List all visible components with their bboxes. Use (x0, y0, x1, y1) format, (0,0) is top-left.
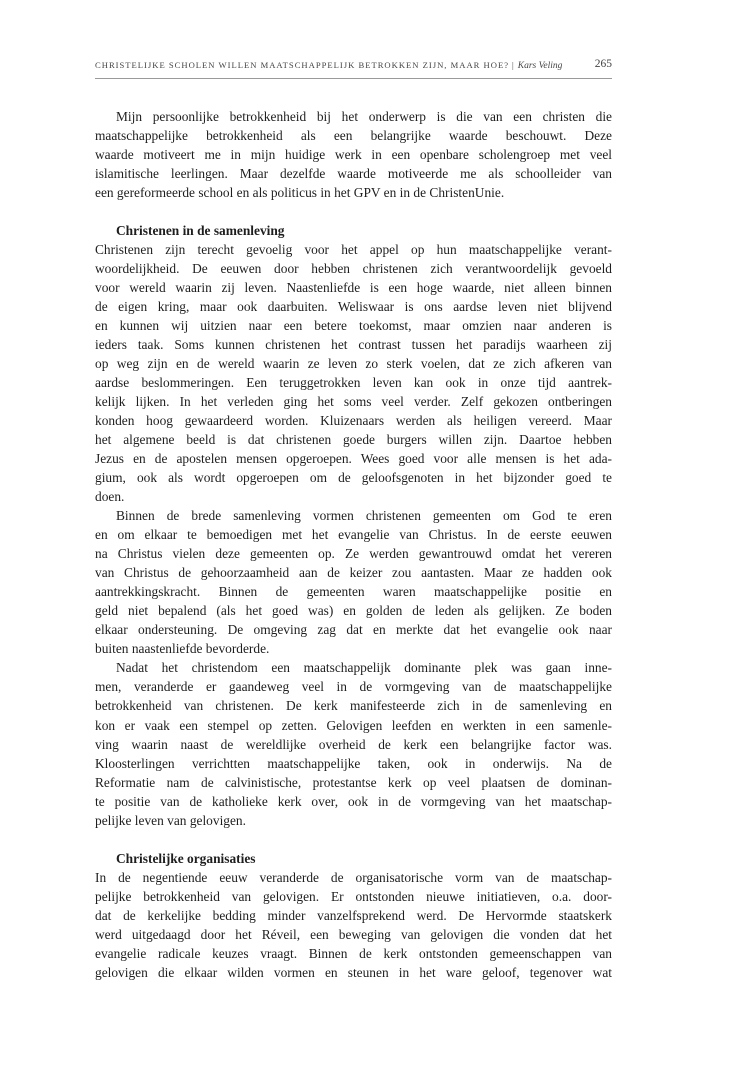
text-line: Kloosterlingen verrichtten maatschappelijke taken, ook in onderwijs. Na de (95, 755, 612, 771)
text-line: pelijke leven van gelovigen. (95, 812, 246, 828)
paragraph (95, 506, 612, 658)
text-line: Jezus en de apostelen mensen opgeroepen. Wees goed voor alle mensen is het ada- (95, 451, 612, 467)
text-line: buiten naastenliefde bevorderde. (95, 641, 270, 657)
paragraph-intro (95, 107, 612, 202)
text-line: Binnen de brede samenleving vormen christenen gemeenten om God te eren (116, 508, 612, 524)
text-line: betrokkenheid van christenen. De kerk manifesteerde zich in de samenleving en (95, 698, 612, 714)
text-line: een gereformeerde school en als politicus in het GPV en in de ChristenUnie. (95, 185, 505, 201)
text-line: waarde motiveert me in mijn huidige werk in een openbare scholengroep met veel (95, 147, 612, 163)
text-line: pelijke betrokkenheid van gelovigen. Er ontstonden nieuwe initiatieven, o.a. door- (95, 888, 612, 904)
text-line: en kunnen wij uitzien naar een betere toekomst, maar omzien naar anderen is (95, 318, 612, 334)
chapter-title: CHRISTELIJKE SCHOLEN WILLEN MAATSCHAPPELIJK BETROKKEN ZIJN, MAAR HOE? (95, 60, 510, 70)
text-line: In de negentiende eeuw veranderde de organisatorische vorm van de maatschap- (95, 869, 612, 885)
running-header (95, 58, 612, 79)
text-line: doen. (95, 489, 125, 505)
text-line: islamitische leerlingen. Maar dezelfde waarde motiveerde me als schoolleider van (95, 166, 612, 182)
running-title (95, 60, 562, 71)
text-line: van Christus de gehoorzaamheid aan de keizer zou aantasten. Maar ze hadden ook (95, 565, 612, 581)
text-line: voor wereld waarin zij leven. Naastenliefde is een hoge waarde, niet alleen binnen (95, 280, 612, 296)
text-line: de eigen kring, maar ook daarbuiten. Weliswaar is ons aardse leven niet blijvend (95, 299, 612, 315)
text-line: ieders taak. Soms kunnen christenen het contrast tussen het paradijs waarheen zij (95, 337, 612, 353)
page-number: 265 (594, 58, 612, 70)
text-line: werd uitgedaagd door het Réveil, een beweging van gelovigen die vonden dat het (95, 926, 612, 942)
text-line: kon er vaak een stempel op zetten. Gelovigen leefden en werkten in een samenle- (95, 717, 612, 733)
text-line: na Christus vielen deze gemeenten op. Ze werden gewantrouwd omdat het vereren (95, 546, 612, 562)
text-line: ving waarin naast de wereldlijke overheid de kerk een belangrijke factor was. (95, 736, 612, 752)
text-line: Reformatie nam de calvinistische, protestantse kerk op veel plaatsen de dominan- (95, 774, 612, 790)
section-heading: Christenen in de samenleving (116, 223, 285, 239)
text-line: evangelie radicale keuzes vraagt. Binnen de kerk ontstonden gemeenschappen van (95, 945, 612, 961)
paragraph (95, 240, 612, 506)
text-line: elkaar ondersteuning. De omgeving zag dat en merkte dat het evangelie ook naar (95, 622, 612, 638)
text-line: maatschappelijke betrokkenheid als een belangrijke waarde beschouwt. Deze (95, 128, 612, 144)
paragraph (95, 658, 612, 829)
text-line: Christenen zijn terecht gevoelig voor het appel op hun maatschappelijke verant- (95, 242, 612, 258)
text-line: op weg zijn en de wereld waarin ze leven zo sterk voelen, dat ze zich afkeren van (95, 356, 612, 372)
header-separator: | (512, 60, 515, 70)
text-line: het algemene beeld is dat christenen goede burgers willen zijn. Daartoe hebben (95, 432, 612, 448)
text-line: Mijn persoonlijke betrokkenheid bij het onderwerp is die van een christen die (116, 109, 612, 124)
section-heading: Christelijke organisaties (116, 850, 256, 866)
text-line: gium, ook als wordt opgeroepen om de geloofsgenoten in het bijzonder goed te (95, 470, 612, 486)
text-line: gelovigen die elkaar wilden vormen en steunen in het ware geloof, tegenover wat (95, 964, 612, 980)
section-gap (95, 830, 612, 849)
section-gap (95, 202, 612, 221)
text-line: te positie van de katholieke kerk over, ook in de vormgeving van het maatschap- (95, 793, 612, 809)
text-line: geld niet bepalend (als het goed was) en golden de leden als gelijken. Ze boden (95, 603, 612, 619)
text-line: men, veranderde er gaandeweg veel in de vormgeving van de maatschappelijke (95, 679, 612, 695)
text-line: dat de kerkelijke bedding minder vanzelfsprekend werd. De Hervormde staatskerk (95, 907, 612, 923)
text-line: Nadat het christendom een maatschappelijk dominante plek was gaan inne- (116, 660, 612, 676)
text-line: aantrekkingskracht. Binnen de gemeenten waren maatschappelijke positie en (95, 584, 612, 600)
text-line: aardse beslommeringen. Een teruggetrokken leven kan ook in onze tijd aantrek- (95, 375, 612, 391)
text-line: konden hoog gewaardeerd worden. Kluizenaars werden als heiligen vereerd. Maar (95, 413, 612, 429)
text-line: woordelijkheid. De eeuwen door hebben christenen zich verantwoordelijk gevoeld (95, 261, 612, 277)
paragraph (95, 868, 612, 982)
text-line: en om elkaar te bemoedigen met het evangelie van Christus. In de eerste eeuwen (95, 527, 612, 543)
author-name: Kars Veling (517, 61, 563, 71)
text-line: kelijk lijken. In het verleden ging het soms veel verder. Zelf gekozen ontberingen (95, 394, 612, 410)
body-text (95, 107, 612, 982)
